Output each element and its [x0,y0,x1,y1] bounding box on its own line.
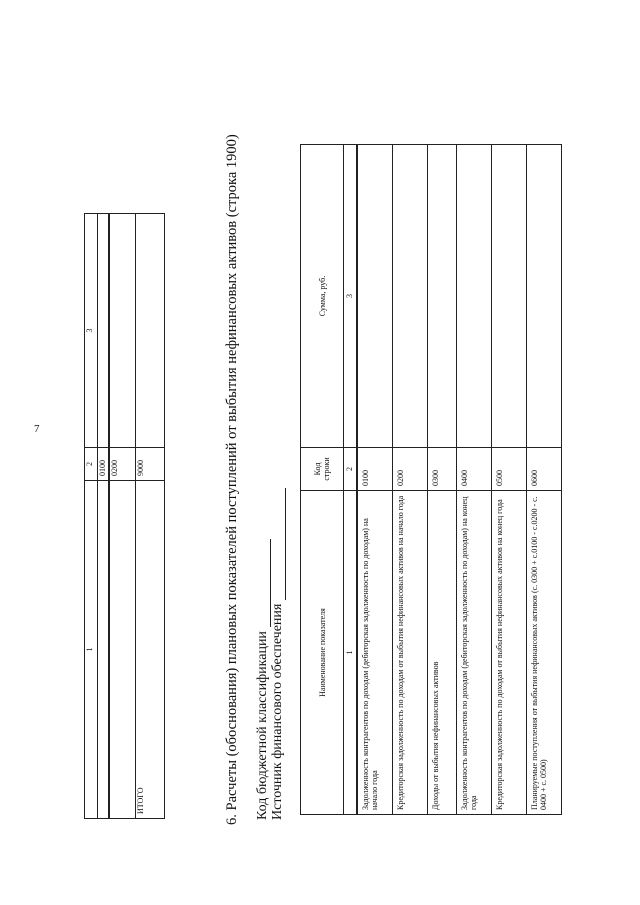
column-header-name: Наименование показателя [301,491,344,815]
name-cell: ИТОГО [136,481,165,819]
sum-cell [136,214,165,448]
section-title: 6. Расчеты (обоснования) плановых показателей поступлений от выбытия нефинансовых активов (строка 1900) [224,134,240,825]
code-cell: 9000 [136,448,165,481]
sum-cell[interactable] [457,145,492,448]
funding-source-field [270,488,286,820]
indicator-name: Кредиторская задолженность по доходам от выбытия нефинансовых активов на конец года [492,491,527,815]
table-row [428,145,457,815]
line-code: 0300 [428,448,457,491]
column-numbers-row [344,145,358,815]
indicator-name: Доходы от выбытия нефинансовых активов [428,491,457,815]
column-number: 3 [344,145,358,448]
sum-cell [98,214,110,448]
indicator-name: Задолженность контрагентов по доходам (дебиторская задолженность по доходам) на начало года [357,491,393,815]
header-cell: 3 [85,214,98,448]
column-header-sum: Сумма, руб. [301,145,344,448]
page-number: 7 [34,423,40,435]
table-row [357,145,393,815]
header-cell: 1 [85,481,98,819]
code-cell: 0100 [98,448,110,481]
table-header [301,145,344,815]
continuation-table [84,213,165,819]
line-code: 0600 [527,448,562,491]
line-code: 0500 [492,448,527,491]
code-cell: 0200 [109,448,136,481]
indicator-name: Задолженность контрагентов по доходам (дебиторская задолженность по доходам) на конец года [457,491,492,815]
name-cell [98,481,110,819]
sum-cell[interactable] [393,145,428,448]
indicator-name: Планируемые поступления от выбытия нефинансовых активов (с. 0300 + с.0100 - с.0200 - с. 0400 + с. 0500) [527,491,562,815]
name-cell [109,481,136,819]
budget-code-field [255,539,271,820]
funding-source-label: Источник финансового обеспечения [270,603,285,820]
table-row [457,145,492,815]
sum-cell[interactable] [357,145,393,448]
table-row [393,145,428,815]
table-row [109,214,136,819]
indicator-name: Кредиторская задолженность по доходам от выбытия нефинансовых активов на начало года [393,491,428,815]
plan-indicators-table [300,144,562,815]
table-row [492,145,527,815]
sum-cell[interactable] [428,145,457,448]
column-header-code: Код строки [301,448,344,491]
line-code: 0200 [393,448,428,491]
column-number: 1 [344,491,358,815]
sum-cell[interactable] [527,145,562,448]
funding-source-blank[interactable] [273,488,286,600]
continuation-table-header [85,214,98,819]
sum-cell [109,214,136,448]
budget-code-label: Код бюджетной классификации [255,631,270,820]
table-row-total [136,214,165,819]
sum-cell[interactable] [492,145,527,448]
table-row [527,145,562,815]
header-cell: 2 [85,448,98,481]
table-row [98,214,110,819]
column-number: 2 [344,448,358,491]
line-code: 0100 [357,448,393,491]
line-code: 0400 [457,448,492,491]
